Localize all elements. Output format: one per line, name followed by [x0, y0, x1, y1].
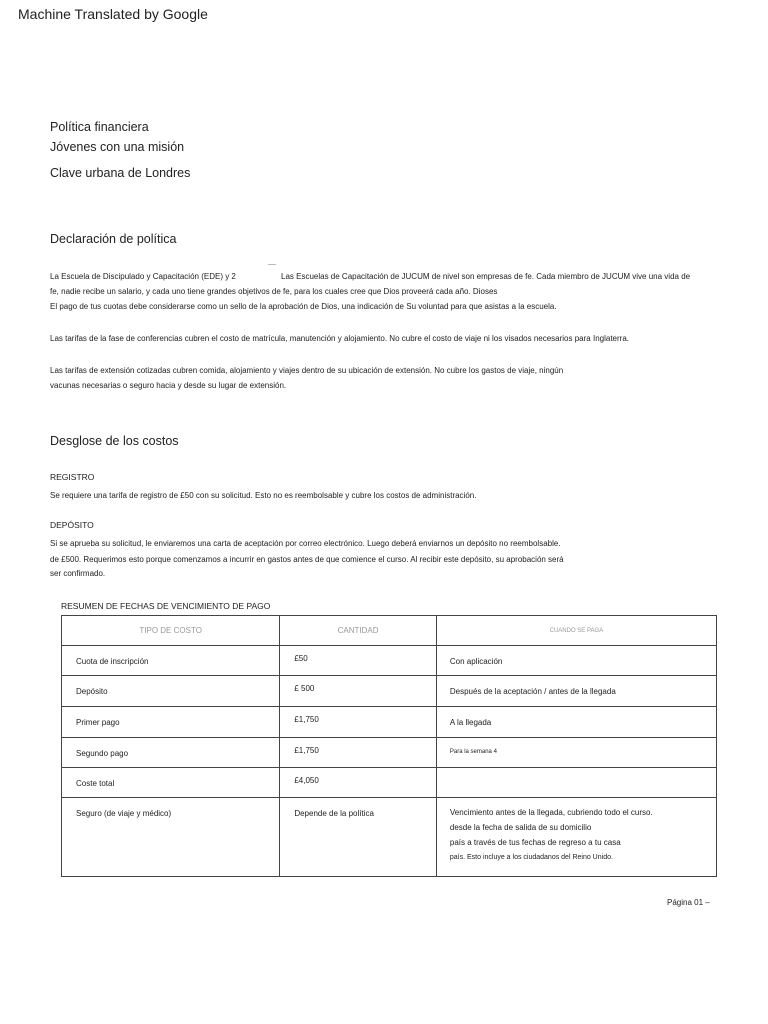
when-paid-line: Vencimiento antes de la llegada, cubriendo todo el curso. — [449, 808, 653, 817]
table-row — [62, 738, 717, 768]
cost-type-cell: Cuota de inscripción — [76, 657, 149, 666]
when-paid-cell: A la llegada — [449, 718, 492, 727]
policy-heading: Declaración de política — [50, 232, 177, 246]
amount-cell: £1,750 — [294, 746, 319, 755]
cost-type-cell: Seguro (de viaje y médico) — [76, 809, 172, 818]
cost-type-cell: Depósito — [76, 687, 108, 696]
amount-cell: £50 — [294, 654, 308, 663]
table-row — [62, 676, 717, 707]
when-paid-cell: Después de la aceptación / antes de la llegada — [449, 687, 616, 696]
when-paid-cell: Con aplicación — [449, 657, 503, 666]
doc-title-organization: Jóvenes con una misión — [50, 140, 185, 154]
when-paid-cell — [437, 768, 716, 779]
amount-cell: £ 500 — [294, 684, 315, 693]
table-row — [62, 646, 717, 676]
amount-cell: £1,750 — [294, 715, 319, 724]
table-title: RESUMEN DE FECHAS DE VENCIMIENTO DE PAGO — [61, 601, 271, 611]
registro-text: Se requiere una tarifa de registro de £50 con su solicitud. Esto no es reembolsable y cubre los costos de administración. — [50, 491, 477, 500]
cost-type-cell: Primer pago — [76, 718, 120, 727]
doc-title-financial-policy: Política financiera — [50, 120, 149, 134]
inline-gap-mark — [268, 264, 276, 265]
cost-type-cell: Segundo pago — [76, 749, 129, 758]
header-cost-type: TIPO DE COSTO — [62, 616, 280, 646]
policy-p3-line1: Las tarifas de extensión cotizadas cubren comida, alojamiento y viajes dentro de su ubicación de extensión. No cubre los gastos de viaje, ningún — [50, 366, 564, 375]
policy-p1-line3: El pago de tus cuotas debe considerarse como un sello de la aprobación de Dios, una indicación de Su voluntad para que asistas a la escuela. — [50, 302, 557, 311]
table-row — [62, 768, 717, 798]
table-row — [62, 798, 717, 877]
deposito-title: DEPÓSITO — [50, 520, 94, 530]
payment-due-table — [61, 615, 717, 877]
table-row — [62, 707, 717, 738]
policy-p2: Las tarifas de la fase de conferencias cubren el costo de matrícula, manutención y alojamiento. No cubre el costo de viaje ni los visados necesarios para Inglaterra. — [50, 334, 629, 343]
table-header-row — [62, 616, 717, 646]
deposito-line1: Si se aprueba su solicitud, le enviaremos una carta de aceptación por correo electrónico. Luego deberá enviarnos un depósito no reembolsable. — [50, 539, 561, 548]
amount-cell: Depende de la política — [294, 809, 374, 818]
when-paid-line: desde la fecha de salida de su domicilio — [449, 823, 592, 832]
header-when-paid: CUANDO SE PAGA — [436, 616, 716, 646]
policy-p3-line2: vacunas necesarias o seguro hacia y desde su lugar de extensión. — [50, 381, 287, 390]
doc-title-location: Clave urbana de Londres — [50, 166, 191, 180]
policy-p1-line2: fe, nadie recibe un salario, y cada uno tiene grandes objetivos de fe, para los cuales cree que Dios proveerá cada año. Dioses — [50, 287, 498, 296]
cost-type-cell: Coste total — [76, 779, 115, 788]
machine-translation-banner: Machine Translated by Google — [18, 6, 208, 22]
policy-p1-line1b: Las Escuelas de Capacitación de JUCUM de nivel son empresas de fe. Cada miembro de JUCUM vive una vida de — [281, 272, 691, 281]
header-amount: CANTIDAD — [280, 616, 437, 646]
amount-cell: £4,050 — [294, 776, 319, 785]
when-paid-cell — [437, 798, 716, 865]
policy-p1-line1a: La Escuela de Discipulado y Capacitación (EDE) y 2 — [50, 272, 236, 281]
when-paid-cell: Para la semana 4 — [449, 749, 497, 755]
deposito-line2: de £500. Requerimos esto porque comenzamos a incurrir en gastos antes de que comience el curso. Al recibir este depósito, su aprobación será — [50, 555, 564, 564]
when-paid-line: país a través de tus fechas de regreso a tu casa — [449, 838, 621, 847]
deposito-line3: ser confirmado. — [50, 569, 106, 578]
page-number: Página 01 – — [667, 898, 710, 907]
breakdown-heading: Desglose de los costos — [50, 434, 179, 448]
registro-title: REGISTRO — [50, 472, 95, 482]
when-paid-line: país. Esto incluye a los ciudadanos del Reino Unido. — [449, 854, 613, 861]
